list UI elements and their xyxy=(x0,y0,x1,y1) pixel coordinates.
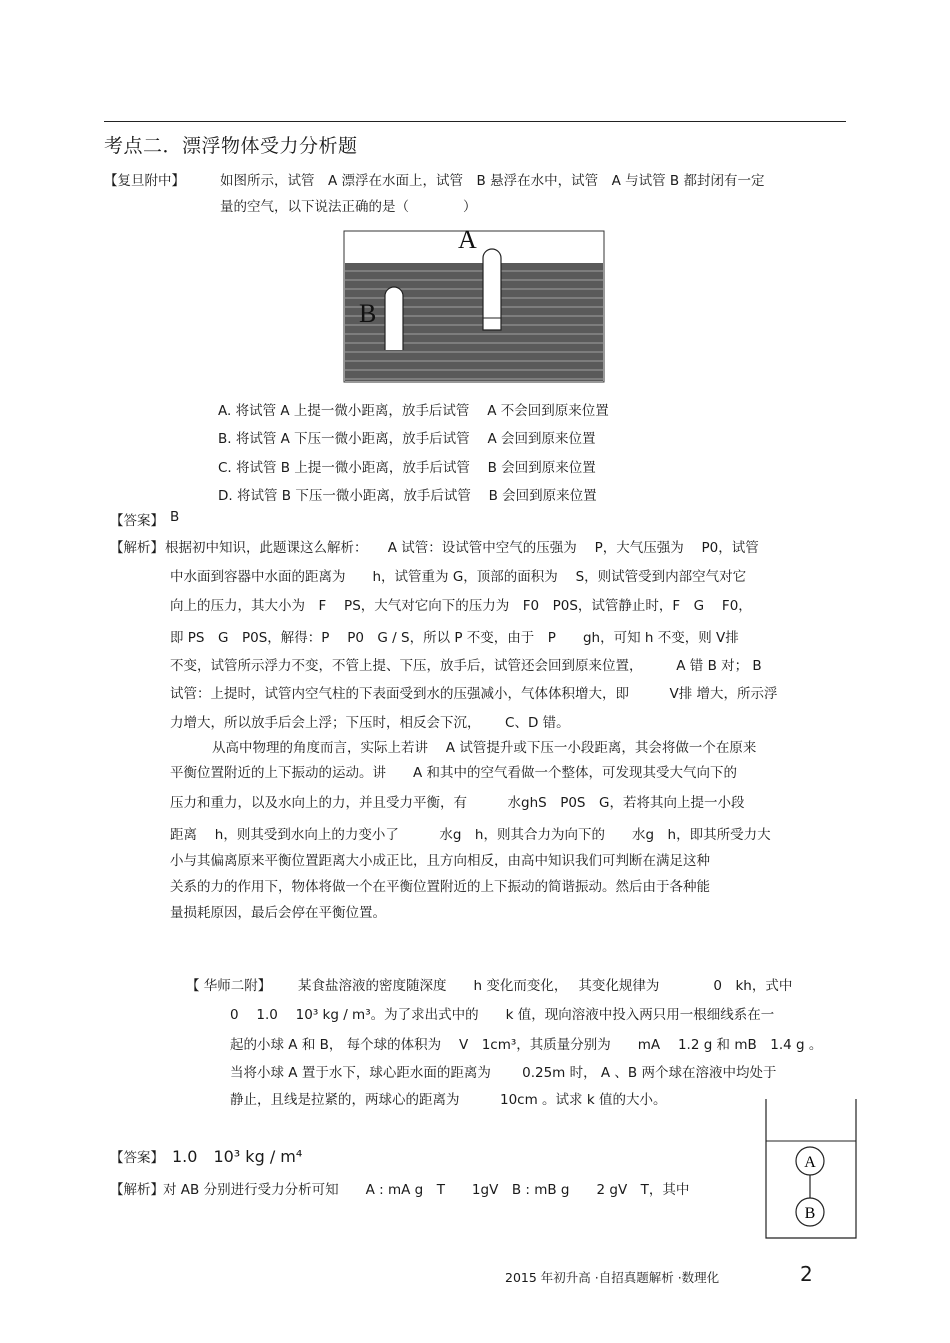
analysis-line: 量损耗原因，最后会停在平衡位置。 xyxy=(170,905,386,921)
analysis-line: 不变，试管所示浮力不变，不管上提、下压，放手后，试管还会回到原来位置， A 错 B 对； B xyxy=(170,658,762,674)
option-b: B. 将试管 A 下压一微小距离，放手后试管 A 会回到原来位置 xyxy=(218,431,596,447)
analysis-line: 压力和重力，以及水向上的力，并且受力平衡，有 水ghS P0S G，若将其向上提一小段 xyxy=(170,795,745,811)
analysis-line: 关系的力的作用下，物体将做一个在平衡位置附近的上下振动的简谐振动。然后由于各种能 xyxy=(170,879,710,895)
analysis-line: 根据初中知识，此题课这么解析： A 试管：设试管中空气的压强为 P，大气压强为 P0，试管 xyxy=(165,540,759,556)
q2-analysis-tag: 【解析】 xyxy=(110,1182,164,1198)
q2-answer: 1.0 10³ kg / m⁴ xyxy=(172,1147,303,1166)
q1-answer-tag: 【答案】 xyxy=(110,513,164,529)
analysis-line: 试管：上提时，试管内空气柱的下表面受到水的压强减小，气体体积增大，即 V排 增大，所示浮 xyxy=(170,686,778,702)
footer-text: 2015 年初升高 ·自招真题解析 ·数理化 xyxy=(505,1270,720,1285)
q2-stem-line: 静止，且线是拉紧的，两球心的距离为 10cm 。试求 k 值的大小。 xyxy=(230,1092,667,1108)
analysis-line: 平衡位置附近的上下振动的运动。讲 A 和其中的空气看做一个整体，可发现其受大气向下的 xyxy=(170,765,738,781)
q1-stem-line: 量的空气，以下说法正确的是（ ） xyxy=(220,199,477,215)
q2-stem-line: 起的小球 A 和 B， 每个球的体积为 V 1cm³，其质量分别为 mA 1.2 g 和 mB 1.4 g 。 xyxy=(230,1037,823,1053)
tube-b xyxy=(385,287,403,350)
ball-label-a: A xyxy=(804,1154,816,1171)
analysis-line: 小与其偏离原来平衡位置距离大小成正比，且方向相反，由高中知识我们可判断在满足这种 xyxy=(170,853,710,869)
figure-label-b: B xyxy=(359,299,377,328)
analysis-line: 向上的压力，其大小为 F PS，大气对它向下的压力为 F0 P0S，试管静止时，F G F0， xyxy=(170,598,752,614)
q2-stem-line: 当将小球 A 置于水下，球心距水面的距离为 0.25m 时， A 、B 两个球在溶液中均处于 xyxy=(230,1065,777,1081)
q2-stem-line: 某食盐溶液的密度随深度 h 变化而变化， 其变化规律为 0 kh，式中 xyxy=(298,978,793,994)
balls-figure xyxy=(765,1099,857,1239)
option-a: A. 将试管 A 上提一微小距离，放手后试管 A 不会回到原来位置 xyxy=(218,403,609,419)
q2-tag: 【 华师二附】 xyxy=(186,978,272,994)
analysis-line: 从高中物理的角度而言，实际上若讲 A 试管提升或下压一小段距离，其会将做一个在原来 xyxy=(212,740,757,756)
q1-analysis-tag: 【解析】 xyxy=(110,540,164,556)
q2-stem-line: 0 1.0 10³ kg / m³。为了求出式中的 k 值，现向溶液中投入两只用一根细线系在一 xyxy=(230,1007,775,1023)
analysis-line: 距离 h，则其受到水向上的力变小了 水g h，则其合力为向下的 水g h，即其所受力大 xyxy=(170,827,771,843)
test-tube-figure xyxy=(343,230,605,383)
section-title: 考点二．漂浮物体受力分析题 xyxy=(104,135,358,157)
q1-tag: 【复旦附中】 xyxy=(104,173,185,189)
page-number: 2 xyxy=(800,1262,813,1286)
water-body xyxy=(345,263,603,381)
analysis-line: 即 PS G P0S，解得：P P0 G / S，所以 P 不变，由于 P gh，可知 h 不变，则 V排 xyxy=(170,630,739,646)
q2-answer-tag: 【答案】 xyxy=(110,1150,164,1166)
q1-answer: B xyxy=(170,509,180,525)
option-d: D. 将试管 B 下压一微小距离，放手后试管 B 会回到原来位置 xyxy=(218,488,597,504)
analysis-line: 力增大，所以放手后会上浮；下压时，相反会下沉， C、D 错。 xyxy=(170,715,570,731)
option-c: C. 将试管 B 上提一微小距离，放手后试管 B 会回到原来位置 xyxy=(218,460,596,476)
q2-analysis-line: 对 AB 分别进行受力分析可知 A : mA g T 1gV B : mB g 2 gV T，其中 xyxy=(163,1182,690,1198)
figure-label-a: A xyxy=(458,230,477,254)
q1-stem-line: 如图所示，试管 A 漂浮在水面上，试管 B 悬浮在水中，试管 A 与试管 B 都封闭有一定 xyxy=(220,173,765,189)
analysis-line: 中水面到容器中水面的距离为 h，试管重为 G，顶部的面积为 S，则试管受到内部空气对它 xyxy=(170,569,747,585)
ball-label-b: B xyxy=(804,1205,816,1222)
header-rule xyxy=(104,121,846,122)
